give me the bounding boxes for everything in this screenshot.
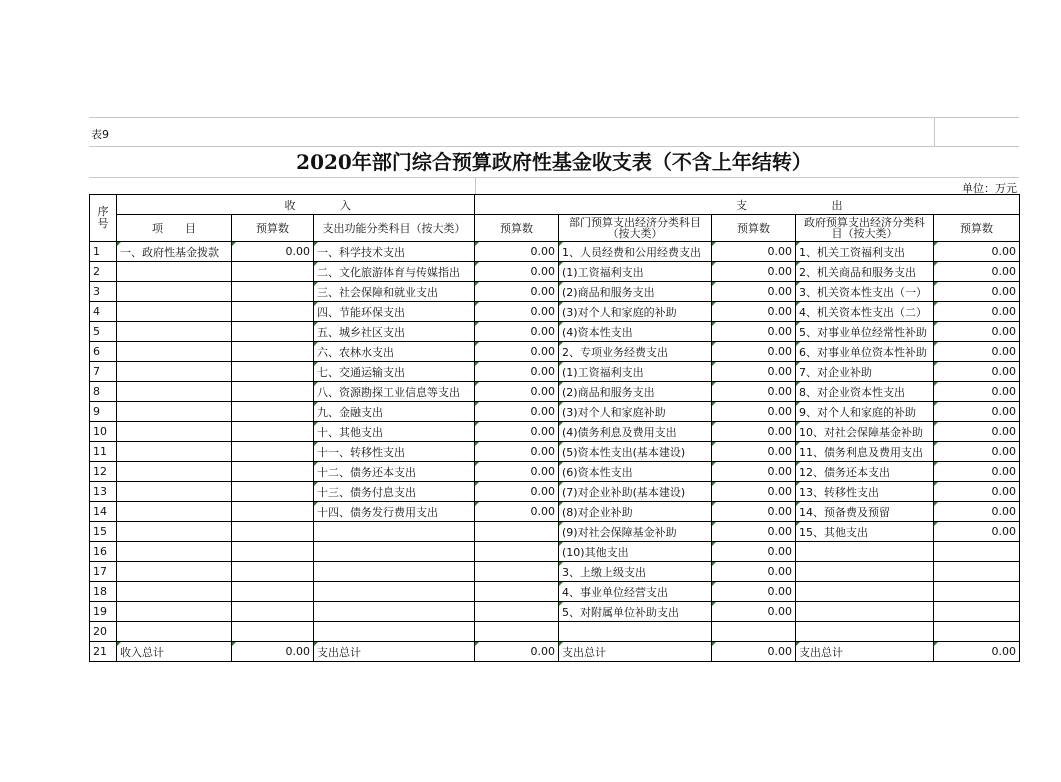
table-row	[90, 342, 1020, 362]
row-income-item	[117, 302, 232, 322]
row-dept-item: 5、对附属单位补助支出	[559, 602, 712, 622]
table-row	[90, 462, 1020, 482]
row-func-budget: 0.00	[475, 302, 559, 322]
row-gov-budget: 0.00	[934, 362, 1020, 382]
header-func-budget: 预算数	[475, 215, 559, 242]
row-income-item	[117, 422, 232, 442]
row-income-item	[117, 502, 232, 522]
row-income-item	[117, 482, 232, 502]
row-seq: 8	[90, 382, 117, 402]
row-gov-item	[796, 622, 934, 642]
row-gov-budget: 0.00	[934, 642, 1020, 662]
row-dept-item: 2、专项业务经费支出	[559, 342, 712, 362]
row-dept-item: (10)其他支出	[559, 542, 712, 562]
row-dept-budget: 0.00	[712, 642, 796, 662]
sheet-top-row	[89, 117, 1019, 146]
row-func-item: 一、科学技术支出	[314, 242, 475, 262]
row-dept-budget: 0.00	[712, 502, 796, 522]
row-dept-item: (3)对个人和家庭的补助	[559, 302, 712, 322]
header-seq: 序号	[90, 195, 117, 242]
row-func-budget: 0.00	[475, 462, 559, 482]
row-income-item	[117, 522, 232, 542]
row-func-item: 十四、债务发行费用支出	[314, 502, 475, 522]
row-dept-item: (8)对企业补助	[559, 502, 712, 522]
row-dept-budget: 0.00	[712, 582, 796, 602]
row-gov-item: 9、对个人和家庭的补助	[796, 402, 934, 422]
row-func-item	[314, 522, 475, 542]
table-row	[90, 582, 1020, 602]
row-dept-budget	[712, 622, 796, 642]
table-row	[90, 242, 1020, 262]
row-func-item	[314, 582, 475, 602]
header-expense-left: 支	[736, 198, 748, 212]
row-dept-budget: 0.00	[712, 542, 796, 562]
row-gov-budget	[934, 582, 1020, 602]
row-income-item	[117, 582, 232, 602]
row-dept-budget: 0.00	[712, 342, 796, 362]
table-row	[90, 642, 1020, 662]
row-income-budget	[232, 482, 314, 502]
row-gov-budget	[934, 542, 1020, 562]
budget-table	[89, 194, 1020, 662]
row-gov-item	[796, 542, 934, 562]
row-func-budget: 0.00	[475, 362, 559, 382]
table-row	[90, 382, 1020, 402]
row-dept-budget: 0.00	[712, 402, 796, 422]
row-dept-budget: 0.00	[712, 242, 796, 262]
grid-line	[475, 178, 476, 194]
row-func-item: 十三、债务付息支出	[314, 482, 475, 502]
table-row	[90, 442, 1020, 462]
row-dept-item: (1)工资福利支出	[559, 362, 712, 382]
row-gov-budget: 0.00	[934, 282, 1020, 302]
row-gov-budget	[934, 602, 1020, 622]
row-dept-item: 支出总计	[559, 642, 712, 662]
row-gov-budget	[934, 622, 1020, 642]
row-func-item: 十、其他支出	[314, 422, 475, 442]
row-dept-item: (5)资本性支出(基本建设)	[559, 442, 712, 462]
row-income-item	[117, 562, 232, 582]
row-seq: 7	[90, 362, 117, 382]
row-seq: 21	[90, 642, 117, 662]
row-income-item	[117, 342, 232, 362]
row-dept-budget: 0.00	[712, 462, 796, 482]
unit-row	[89, 177, 1019, 194]
row-income-budget	[232, 462, 314, 482]
row-gov-item: 14、预备费及预留	[796, 502, 934, 522]
row-gov-budget: 0.00	[934, 302, 1020, 322]
row-func-budget: 0.00	[475, 342, 559, 362]
row-dept-item: 3、上缴上级支出	[559, 562, 712, 582]
table-row	[90, 362, 1020, 382]
row-func-budget: 0.00	[475, 442, 559, 462]
header-gov-econ: 政府预算支出经济分类科目（按大类）	[796, 215, 934, 242]
row-func-budget: 0.00	[475, 502, 559, 522]
row-func-budget	[475, 522, 559, 542]
row-dept-item: (1)工资福利支出	[559, 262, 712, 282]
row-income-item: 一、政府性基金拨款	[117, 242, 232, 262]
table-row	[90, 562, 1020, 582]
row-gov-item	[796, 562, 934, 582]
table-row	[90, 322, 1020, 342]
row-func-item: 七、交通运输支出	[314, 362, 475, 382]
table-row	[90, 402, 1020, 422]
row-func-budget: 0.00	[475, 382, 559, 402]
row-dept-budget: 0.00	[712, 302, 796, 322]
row-func-budget	[475, 562, 559, 582]
row-gov-item: 8、对企业资本性支出	[796, 382, 934, 402]
row-gov-budget: 0.00	[934, 482, 1020, 502]
header-expense-group	[475, 195, 1020, 215]
row-func-item: 五、城乡社区支出	[314, 322, 475, 342]
row-gov-budget: 0.00	[934, 462, 1020, 482]
table-row	[90, 302, 1020, 322]
row-gov-item: 11、债务利息及费用支出	[796, 442, 934, 462]
row-gov-budget: 0.00	[934, 522, 1020, 542]
row-gov-budget: 0.00	[934, 402, 1020, 422]
row-income-item	[117, 322, 232, 342]
table-row	[90, 282, 1020, 302]
table-row	[90, 622, 1020, 642]
unit-label: 单位：万元	[962, 182, 1017, 195]
row-seq: 13	[90, 482, 117, 502]
row-dept-budget: 0.00	[712, 422, 796, 442]
row-seq: 18	[90, 582, 117, 602]
row-seq: 10	[90, 422, 117, 442]
row-income-budget	[232, 362, 314, 382]
row-func-budget	[475, 622, 559, 642]
row-func-budget	[475, 582, 559, 602]
header-income-right: 入	[340, 198, 351, 212]
header-income-group	[117, 195, 475, 215]
row-seq: 6	[90, 342, 117, 362]
row-func-item	[314, 622, 475, 642]
header-gov-budget: 预算数	[934, 215, 1020, 242]
row-income-budget	[232, 562, 314, 582]
row-dept-budget: 0.00	[712, 522, 796, 542]
row-income-budget	[232, 282, 314, 302]
row-dept-item: (2)商品和服务支出	[559, 282, 712, 302]
table-row	[90, 262, 1020, 282]
row-seq: 9	[90, 402, 117, 422]
header-expense-right: 出	[831, 198, 843, 212]
row-gov-budget: 0.00	[934, 262, 1020, 282]
row-income-budget	[232, 302, 314, 322]
row-func-budget: 0.00	[475, 242, 559, 262]
header-income-left: 收	[284, 198, 296, 212]
row-seq: 12	[90, 462, 117, 482]
row-income-budget: 0.00	[232, 642, 314, 662]
row-gov-budget: 0.00	[934, 382, 1020, 402]
row-func-item: 二、文化旅游体育与传媒指出	[314, 262, 475, 282]
row-income-budget	[232, 602, 314, 622]
header-item: 项 目	[117, 215, 232, 242]
row-seq: 16	[90, 542, 117, 562]
row-income-budget	[232, 402, 314, 422]
row-gov-item: 13、转移性支出	[796, 482, 934, 502]
table-row	[90, 602, 1020, 622]
row-dept-budget: 0.00	[712, 322, 796, 342]
row-dept-item: (6)资本性支出	[559, 462, 712, 482]
row-gov-item: 15、其他支出	[796, 522, 934, 542]
grid-line	[934, 118, 935, 146]
row-income-item	[117, 542, 232, 562]
row-func-budget: 0.00	[475, 642, 559, 662]
header-dept-budget: 预算数	[712, 215, 796, 242]
row-income-item: 收入总计	[117, 642, 232, 662]
row-gov-item: 1、机关工资福利支出	[796, 242, 934, 262]
row-gov-budget: 0.00	[934, 342, 1020, 362]
row-func-item: 十一、转移性支出	[314, 442, 475, 462]
row-income-budget	[232, 502, 314, 522]
table-row	[90, 422, 1020, 442]
row-income-item	[117, 402, 232, 422]
row-seq: 14	[90, 502, 117, 522]
row-income-item	[117, 262, 232, 282]
row-gov-budget: 0.00	[934, 422, 1020, 442]
row-func-budget	[475, 602, 559, 622]
row-income-item	[117, 442, 232, 462]
row-gov-budget: 0.00	[934, 502, 1020, 522]
row-gov-item: 3、机关资本性支出（一）	[796, 282, 934, 302]
row-dept-item: (4)债务利息及费用支出	[559, 422, 712, 442]
row-gov-item: 6、对事业单位资本性补助	[796, 342, 934, 362]
row-seq: 17	[90, 562, 117, 582]
header-dept-econ: 部门预算支出经济分类科目（按大类）	[559, 215, 712, 242]
row-gov-item: 5、对事业单位经常性补助	[796, 322, 934, 342]
row-dept-budget: 0.00	[712, 602, 796, 622]
row-dept-budget: 0.00	[712, 442, 796, 462]
row-func-item: 十二、债务还本支出	[314, 462, 475, 482]
row-dept-item: (4)资本性支出	[559, 322, 712, 342]
row-func-budget: 0.00	[475, 282, 559, 302]
row-seq: 15	[90, 522, 117, 542]
row-income-budget	[232, 322, 314, 342]
row-dept-budget: 0.00	[712, 262, 796, 282]
row-income-budget	[232, 582, 314, 602]
row-seq: 20	[90, 622, 117, 642]
row-gov-budget: 0.00	[934, 442, 1020, 462]
row-income-budget	[232, 622, 314, 642]
row-gov-item: 7、对企业补助	[796, 362, 934, 382]
row-dept-budget: 0.00	[712, 382, 796, 402]
row-gov-item: 12、债务还本支出	[796, 462, 934, 482]
row-income-budget	[232, 382, 314, 402]
row-seq: 1	[90, 242, 117, 262]
row-income-budget	[232, 342, 314, 362]
row-dept-item: 4、事业单位经营支出	[559, 582, 712, 602]
header-row-group	[90, 195, 1020, 215]
header-income-budget: 预算数	[232, 215, 314, 242]
row-func-budget: 0.00	[475, 262, 559, 282]
row-gov-budget	[934, 562, 1020, 582]
row-gov-item: 2、机关商品和服务支出	[796, 262, 934, 282]
row-func-item: 支出总计	[314, 642, 475, 662]
row-seq: 19	[90, 602, 117, 622]
row-func-item: 六、农林水支出	[314, 342, 475, 362]
table-row	[90, 522, 1020, 542]
row-income-budget	[232, 522, 314, 542]
row-income-budget	[232, 542, 314, 562]
row-income-budget	[232, 262, 314, 282]
row-func-budget: 0.00	[475, 482, 559, 502]
row-gov-item: 4、机关资本性支出（二）	[796, 302, 934, 322]
row-gov-item: 支出总计	[796, 642, 934, 662]
row-func-item: 九、金融支出	[314, 402, 475, 422]
row-dept-item: 1、人员经费和公用经费支出	[559, 242, 712, 262]
row-func-budget: 0.00	[475, 322, 559, 342]
row-func-item: 三、社会保障和就业支出	[314, 282, 475, 302]
row-income-item	[117, 382, 232, 402]
row-func-budget	[475, 542, 559, 562]
budget-sheet	[89, 117, 1019, 662]
row-gov-item: 10、对社会保障基金补助	[796, 422, 934, 442]
row-dept-item: (2)商品和服务支出	[559, 382, 712, 402]
row-gov-item	[796, 582, 934, 602]
row-dept-budget: 0.00	[712, 282, 796, 302]
row-dept-budget: 0.00	[712, 562, 796, 582]
row-seq: 5	[90, 322, 117, 342]
row-income-item	[117, 462, 232, 482]
row-gov-budget: 0.00	[934, 242, 1020, 262]
row-dept-item	[559, 622, 712, 642]
row-income-budget	[232, 422, 314, 442]
row-income-item	[117, 362, 232, 382]
row-func-budget: 0.00	[475, 402, 559, 422]
row-dept-item: (3)对个人和家庭补助	[559, 402, 712, 422]
row-dept-budget: 0.00	[712, 362, 796, 382]
row-income-item	[117, 282, 232, 302]
page-title: 2020年部门综合预算政府性基金收支表（不含上年结转）	[89, 146, 1019, 177]
row-dept-budget: 0.00	[712, 482, 796, 502]
row-income-budget: 0.00	[232, 242, 314, 262]
row-seq: 2	[90, 262, 117, 282]
row-seq: 4	[90, 302, 117, 322]
row-income-item	[117, 602, 232, 622]
header-func-class: 支出功能分类科目（按大类）	[314, 215, 475, 242]
row-seq: 3	[90, 282, 117, 302]
table-row	[90, 542, 1020, 562]
row-dept-item: (7)对企业补助(基本建设)	[559, 482, 712, 502]
row-dept-item: (9)对社会保障基金补助	[559, 522, 712, 542]
row-gov-item	[796, 602, 934, 622]
row-func-budget: 0.00	[475, 422, 559, 442]
row-gov-budget: 0.00	[934, 322, 1020, 342]
row-func-item	[314, 602, 475, 622]
row-income-budget	[232, 442, 314, 462]
row-income-item	[117, 622, 232, 642]
table-number: 表9	[91, 128, 109, 141]
row-seq: 11	[90, 442, 117, 462]
row-func-item: 八、资源勘探工业信息等支出	[314, 382, 475, 402]
table-row	[90, 502, 1020, 522]
row-func-item	[314, 542, 475, 562]
header-row-columns	[90, 215, 1020, 242]
table-row	[90, 482, 1020, 502]
row-func-item: 四、节能环保支出	[314, 302, 475, 322]
row-func-item	[314, 562, 475, 582]
